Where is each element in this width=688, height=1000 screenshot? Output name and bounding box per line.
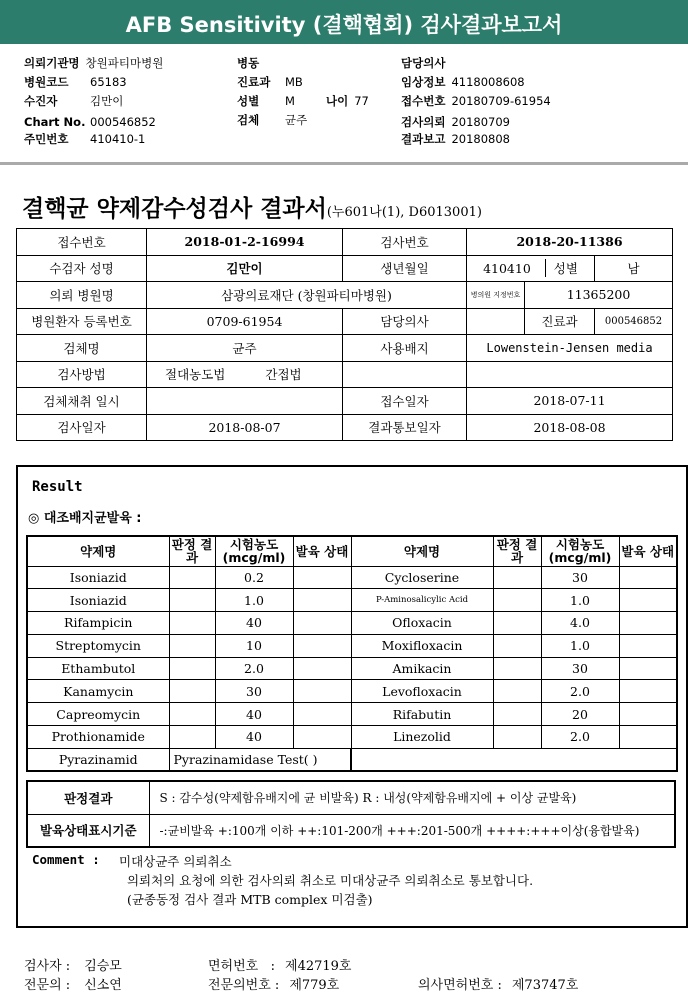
header-chart-no: Chart No. 000546852 bbox=[24, 115, 156, 129]
judge-cell bbox=[493, 703, 541, 726]
drug-name: Kanamycin bbox=[27, 680, 169, 703]
patient-value: 김만이 bbox=[147, 255, 343, 282]
drug-name: Moxifloxacin bbox=[351, 634, 493, 657]
judge-cell bbox=[169, 726, 215, 749]
hospital-code-label: 병의원 지정번호 bbox=[467, 282, 525, 309]
collection-value bbox=[147, 388, 343, 415]
header-clinical-info: 임상정보 4118008608 bbox=[401, 75, 525, 89]
judge-cell bbox=[493, 680, 541, 703]
conc-cell: 1.0 bbox=[541, 634, 619, 657]
judge-cell bbox=[493, 634, 541, 657]
conc-header-left: 시험농도 (mcg/ml) bbox=[215, 536, 293, 566]
pyrazinamide-row bbox=[27, 748, 677, 771]
collection-label: 검체채취 일시 bbox=[17, 388, 147, 415]
header-patient: 수진자 김만이 bbox=[24, 94, 124, 108]
drug-name: Rifabutin bbox=[351, 703, 493, 726]
dob-label: 생년월일 bbox=[343, 255, 467, 282]
hospital-code-value: 11365200 bbox=[525, 282, 673, 309]
growth-cell bbox=[619, 589, 677, 612]
test-no-label: 검사번호 bbox=[343, 229, 467, 256]
method-blank-2 bbox=[467, 361, 673, 388]
legend-table bbox=[26, 780, 676, 848]
growth-cell bbox=[293, 703, 351, 726]
conc-cell: 1.0 bbox=[541, 589, 619, 612]
growth-cell bbox=[619, 680, 677, 703]
growth-cell bbox=[293, 589, 351, 612]
judgement-legend-text: S : 감수성(약제함유배지에 균 비발육) R : 내성(약제함유배지에 + 이상 균발육) bbox=[149, 781, 675, 814]
header-reception-no: 접수번호 20180709-61954 bbox=[401, 94, 551, 108]
registration-label: 병원환자 등록번호 bbox=[17, 308, 147, 335]
medium-value: Lowenstein-Jensen media bbox=[467, 335, 673, 362]
table-row bbox=[27, 703, 677, 726]
drug-table bbox=[26, 535, 678, 772]
header-hospital: 의뢰기관명 창원파티마병원 bbox=[24, 56, 164, 70]
drug-name: Amikacin bbox=[351, 657, 493, 680]
medium-label: 사용배지 bbox=[343, 335, 467, 362]
dob-value: 410410 성별 bbox=[467, 255, 595, 282]
drug-name: Ethambutol bbox=[27, 657, 169, 680]
control-growth-label: ◎ 대조배지균발육 : bbox=[28, 511, 142, 526]
document-title: 결핵균 약제감수성검사 결과서(누601나(1), D6013001) bbox=[22, 195, 482, 222]
judge-cell bbox=[493, 726, 541, 749]
growth-header-right: 발육 상태 bbox=[619, 536, 677, 566]
conc-cell: 1.0 bbox=[215, 589, 293, 612]
growth-cell bbox=[293, 726, 351, 749]
growth-cell bbox=[619, 612, 677, 635]
growth-cell bbox=[619, 703, 677, 726]
growth-cell bbox=[619, 566, 677, 589]
drug-name: Levofloxacin bbox=[351, 680, 493, 703]
hospital-value: 삼광의료재단 (창원파티마병원) bbox=[147, 282, 467, 309]
header-report-date: 결과보고 20180808 bbox=[401, 132, 510, 146]
conc-cell: 30 bbox=[215, 680, 293, 703]
judge-cell bbox=[169, 634, 215, 657]
received-value: 2018-07-11 bbox=[467, 388, 673, 415]
drug-name: Streptomycin bbox=[27, 634, 169, 657]
test-no-value: 2018-20-11386 bbox=[467, 229, 673, 256]
specialist-no: 전문의번호 : 제779호 bbox=[208, 978, 340, 993]
growth-header-left: 발육 상태 bbox=[293, 536, 351, 566]
growth-cell bbox=[619, 726, 677, 749]
header-divider bbox=[0, 162, 688, 165]
conc-cell: 4.0 bbox=[541, 612, 619, 635]
received-label: 접수일자 bbox=[343, 388, 467, 415]
conc-cell: 40 bbox=[215, 612, 293, 635]
conc-cell: 0.2 bbox=[215, 566, 293, 589]
drug-name: Capreomycin bbox=[27, 703, 169, 726]
judgement-legend-label: 판정결과 bbox=[27, 781, 149, 814]
conc-cell: 40 bbox=[215, 726, 293, 749]
conc-cell: 30 bbox=[541, 657, 619, 680]
header-doctor: 담당의사 bbox=[401, 56, 446, 70]
method-value: 절대농도법 간접법 bbox=[147, 361, 343, 388]
reception-no-label: 접수번호 bbox=[17, 229, 147, 256]
result-label: Result bbox=[32, 479, 83, 495]
tested-value: 2018-08-07 bbox=[147, 414, 343, 441]
tested-label: 검사일자 bbox=[17, 414, 147, 441]
conc-cell: 10 bbox=[215, 634, 293, 657]
specimen-label: 검체명 bbox=[17, 335, 147, 362]
judge-header-left: 판정 결과 bbox=[169, 536, 215, 566]
specialist: 전문의 : 신소연 bbox=[24, 978, 122, 993]
conc-cell: 30 bbox=[541, 566, 619, 589]
judge-cell bbox=[169, 703, 215, 726]
hospital-label: 의뢰 병원명 bbox=[17, 282, 147, 309]
conc-cell: 2.0 bbox=[215, 657, 293, 680]
table-row bbox=[27, 680, 677, 703]
header-resident-no: 주민번호 410410-1 bbox=[24, 132, 146, 146]
method-blank-1 bbox=[343, 361, 467, 388]
drug-name: P-Aminosalicylic Acid bbox=[351, 589, 493, 612]
dept-label: 진료과 bbox=[525, 308, 595, 335]
table-row bbox=[27, 726, 677, 749]
growth-legend-text: -:균비발육 +:100개 이하 ++:101-200개 +++:201-500개 ++++:+++이상(융합발육) bbox=[149, 814, 675, 847]
judge-cell bbox=[169, 612, 215, 635]
doctor-label: 담당의사 bbox=[343, 308, 467, 335]
drug-name: Ofloxacin bbox=[351, 612, 493, 635]
judge-cell bbox=[493, 566, 541, 589]
license-no: 면허번호 : 제42719호 bbox=[208, 959, 352, 974]
doctor-license-no: 의사면허번호 : 제73747호 bbox=[418, 978, 579, 993]
judge-cell bbox=[169, 589, 215, 612]
comment-label: Comment : bbox=[32, 852, 100, 867]
header-request-date: 검사의뢰 20180709 bbox=[401, 115, 510, 129]
drug-name: Pyrazinamid bbox=[27, 748, 169, 771]
conc-cell: 40 bbox=[215, 703, 293, 726]
report-title: AFB Sensitivity (결핵협회) 검사결과보고서 bbox=[0, 0, 688, 44]
drug-name: Cycloserine bbox=[351, 566, 493, 589]
pyrazinamidase-test: Pyrazinamidase Test( ) bbox=[169, 748, 351, 771]
drug-name: Rifampicin bbox=[27, 612, 169, 635]
growth-cell bbox=[293, 634, 351, 657]
judge-cell bbox=[493, 657, 541, 680]
growth-cell bbox=[619, 657, 677, 680]
header-ward: 병동 bbox=[237, 56, 260, 70]
growth-cell bbox=[293, 612, 351, 635]
drug-name: Prothionamide bbox=[27, 726, 169, 749]
header-age: 나이 77 bbox=[326, 94, 369, 108]
registration-value: 0709-61954 bbox=[147, 308, 343, 335]
growth-cell bbox=[293, 566, 351, 589]
growth-legend-label: 발육상태표시기준 bbox=[27, 814, 149, 847]
judge-cell bbox=[493, 589, 541, 612]
judge-cell bbox=[169, 680, 215, 703]
comment-line: (균종동정 검사 결과 MTB complex 미검출) bbox=[119, 892, 373, 907]
drug-name: Isoniazid bbox=[27, 589, 169, 612]
notified-value: 2018-08-08 bbox=[467, 414, 673, 441]
conc-header-right: 시험농도 (mcg/ml) bbox=[541, 536, 619, 566]
comment-line: 의뢰처의 요청에 의한 검사의뢰 취소로 미대상균주 의뢰취소로 통보합니다. bbox=[119, 873, 534, 888]
sex-value: 남 bbox=[595, 255, 673, 282]
table-row bbox=[27, 612, 677, 635]
patient-label: 수검자 성명 bbox=[17, 255, 147, 282]
blank-cell bbox=[351, 748, 677, 771]
result-section bbox=[16, 465, 688, 928]
comment-line: 미대상균주 의뢰취소 bbox=[119, 854, 232, 869]
tester: 검사자 : 김승모 bbox=[24, 959, 122, 974]
table-row bbox=[27, 566, 677, 589]
header-sex: 성별 M bbox=[237, 94, 295, 108]
header-hospital-code: 병원코드 65183 bbox=[24, 75, 127, 89]
judge-cell bbox=[493, 612, 541, 635]
drug-name: Isoniazid bbox=[27, 566, 169, 589]
info-table bbox=[16, 228, 673, 441]
table-row bbox=[27, 589, 677, 612]
judge-cell bbox=[169, 566, 215, 589]
growth-cell bbox=[293, 680, 351, 703]
dept-value: 000546852 bbox=[595, 308, 673, 335]
conc-cell: 2.0 bbox=[541, 726, 619, 749]
judge-header-right: 판정 결과 bbox=[493, 536, 541, 566]
drug-header-left: 약제명 bbox=[27, 536, 169, 566]
growth-cell bbox=[293, 657, 351, 680]
header-department: 진료과 MB bbox=[237, 75, 303, 89]
notified-label: 결과통보일자 bbox=[343, 414, 467, 441]
growth-cell bbox=[619, 634, 677, 657]
comment-text bbox=[119, 852, 533, 909]
drug-name: Linezolid bbox=[351, 726, 493, 749]
method-label: 검사방법 bbox=[17, 361, 147, 388]
table-row bbox=[27, 657, 677, 680]
header-specimen: 검체 균주 bbox=[237, 113, 308, 127]
judge-cell bbox=[169, 657, 215, 680]
conc-cell: 20 bbox=[541, 703, 619, 726]
specimen-value: 균주 bbox=[147, 335, 343, 362]
drug-header-right: 약제명 bbox=[351, 536, 493, 566]
reception-no-value: 2018-01-2-16994 bbox=[147, 229, 343, 256]
table-row bbox=[27, 634, 677, 657]
doctor-value bbox=[467, 308, 525, 335]
conc-cell: 2.0 bbox=[541, 680, 619, 703]
